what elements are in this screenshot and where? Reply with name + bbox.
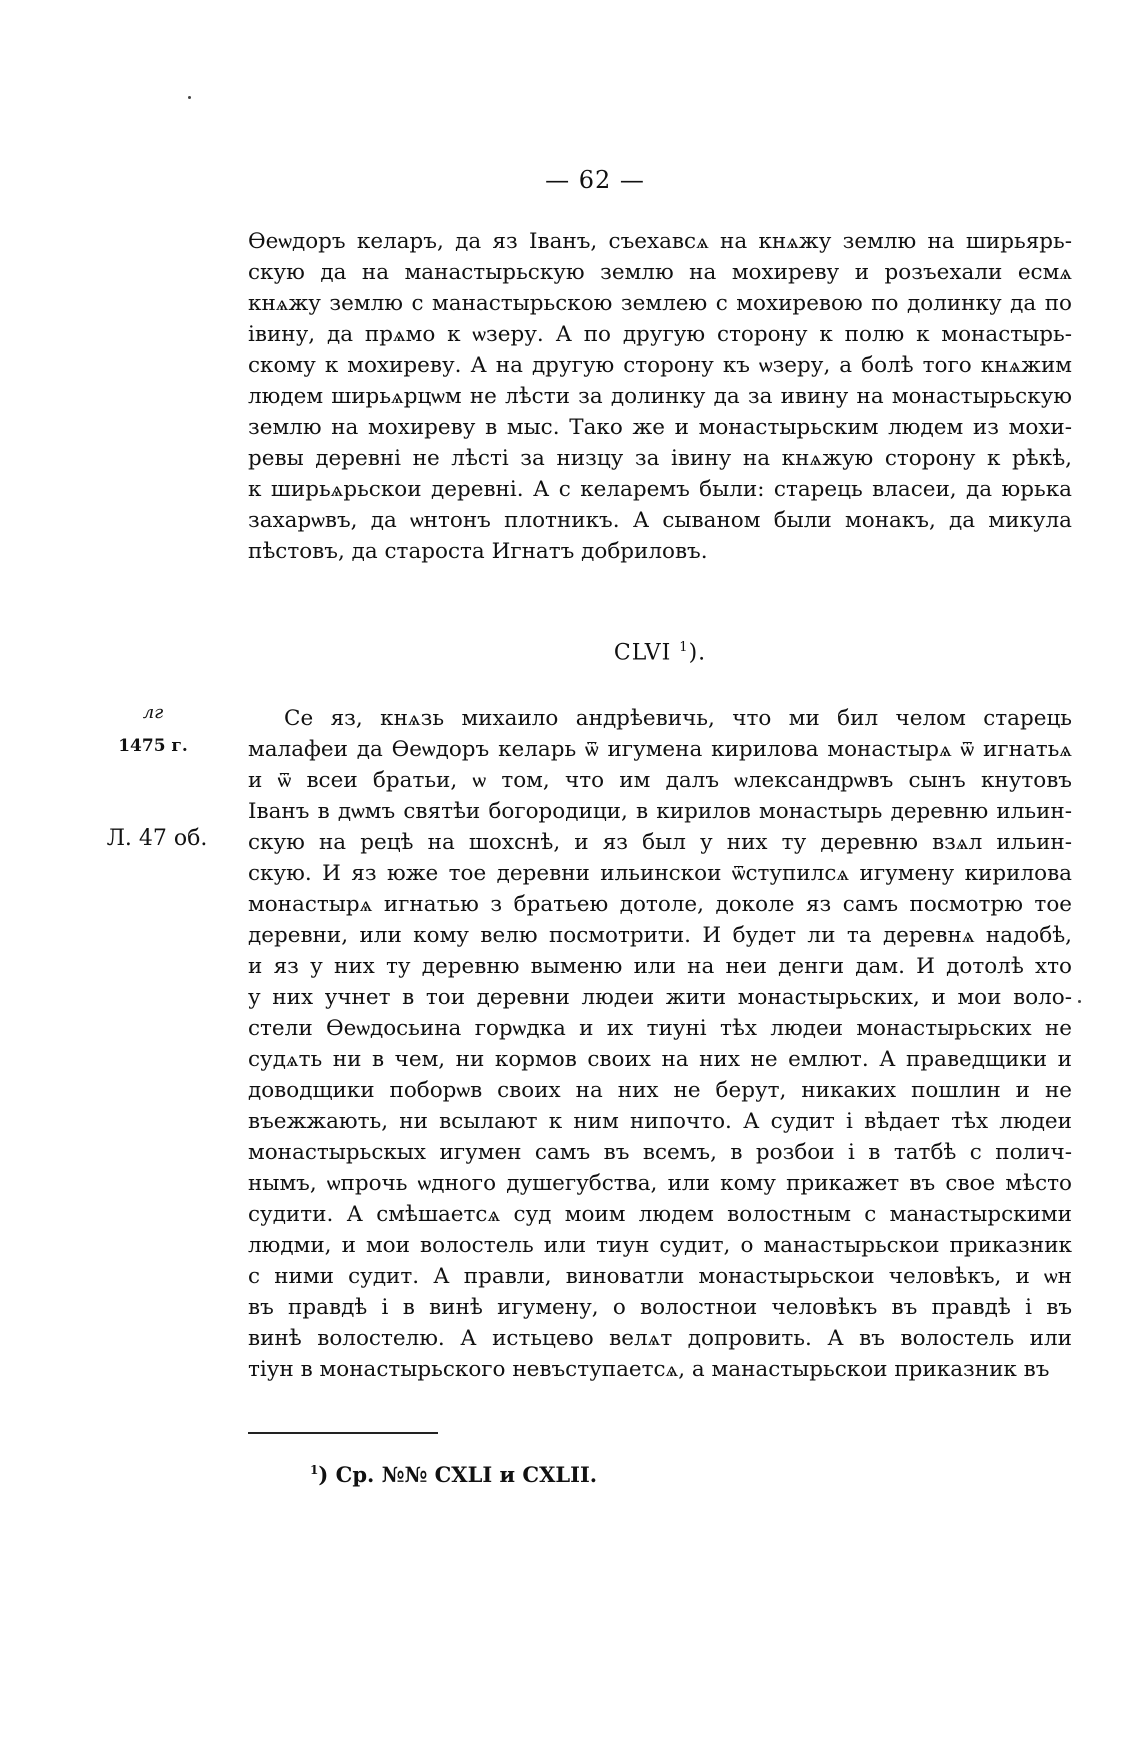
text-line: захарѡвъ, да ѡнтонъ плотникъ. А сываном были монакъ, да микула xyxy=(248,508,1072,533)
text-line: тіун в монастырьского невъступаетсѧ, а манастырьскои приказник въ xyxy=(248,1357,1050,1382)
paragraph-1 xyxy=(248,226,1072,567)
section-number: CLVI xyxy=(613,640,672,666)
text-line: монастырьскых игумен самъ въ всемъ, в розбои і в татбѣ с полич- xyxy=(248,1140,1072,1165)
paper-speck xyxy=(188,96,191,99)
text-line: деревни, или кому велю посмотрити. И будет ли та деревнѧ надобѣ, xyxy=(248,923,1072,948)
text-line: у них учнет в тои деревни людеи жити монастырьских, и мои воло- xyxy=(248,985,1072,1010)
text-line: и яз у них ту деревню выменю или на неи денги дам. И дотолѣ хто xyxy=(248,954,1072,979)
margin-charter-code: лг xyxy=(142,702,164,723)
text-line: ревы деревні не лѣсті за низцу за івину на кнѧжую сторону к рѣкѣ, xyxy=(248,446,1072,471)
margin-year: 1475 г. xyxy=(118,736,188,756)
text-line: въежжають, ни всылают к ним нипочто. А судит і вѣдает тѣх людеи xyxy=(248,1109,1072,1134)
text-line: монастырѧ игнатью з братьею дотоле, доколе яз самъ посмотрю тое xyxy=(248,892,1072,917)
text-line: землю на мохиреву в мыс. Тако же и монастырьским людем из мохи- xyxy=(248,415,1072,440)
text-line: скую на рецѣ на шохснѣ, и яз был у них ту деревню взѧл ильин- xyxy=(248,830,1072,855)
section-heading-suffix: ). xyxy=(688,640,707,666)
text-line: нымъ, ѡпрочь ѡдного душегубства, или кому прикажет въ свое мѣсто xyxy=(248,1171,1072,1196)
text-line: людми, и мои волостель или тиун судит, о манастырьскои приказник xyxy=(248,1233,1072,1258)
text-line: доводщики поборѡв своих на них не берут, никаких пошлин и не xyxy=(248,1078,1072,1103)
text-line: Се яз, кнѧзь михаило андрѣевичь, что ми бил челом старець xyxy=(284,706,1072,731)
text-line: Ѳеѡдоръ келаръ, да яз Іванъ, съехавсѧ на кнѧжу землю на ширьярь- xyxy=(248,229,1072,254)
paper-speck xyxy=(1078,1000,1081,1003)
text-line: івину, да прѧмо к ѡзеру. А по другую сторону к полю к монастырь- xyxy=(248,322,1072,347)
footnote-reference: 1 xyxy=(679,640,689,655)
footnote-text: ) Ср. №№ CXLI и CXLII. xyxy=(318,1462,598,1487)
text-line: стели Ѳеѡдосьина горѡдка и их тиуні тѣх людеи монастырьских не xyxy=(248,1016,1072,1041)
footnote xyxy=(310,1462,597,1487)
text-line: скую. И яз юже тое деревни ильинскои ѿступилсѧ игумену кирилова xyxy=(248,861,1072,886)
text-line: винѣ волостелю. А истьцево велѧт допровить. А въ волостель или xyxy=(248,1326,1072,1351)
text-line: въ правдѣ і в винѣ игумену, о волостнои человѣкъ въ правдѣ і въ xyxy=(248,1295,1072,1320)
section-heading xyxy=(248,640,1072,665)
text-line: скую да на манастырьскую землю на мохиреву и розъехали есмѧ xyxy=(248,260,1072,285)
text-line: судѧть ни в чем, ни кормов своих на них не емлют. А праведщики и xyxy=(248,1047,1072,1072)
text-line: пѣстовъ, да староста Игнатъ добриловъ. xyxy=(248,539,708,564)
footnote-mark: 1 xyxy=(310,1463,319,1477)
text-line: скому к мохиреву. А на другую сторону къ ѡзеру, а болѣ того кнѧжим xyxy=(248,353,1072,378)
page-number: — 62 — xyxy=(545,166,645,194)
text-line: малафеи да Ѳеѡдоръ келарь ѿ игумена кирилова монастырѧ ѿ игнатьѧ xyxy=(248,737,1072,762)
text-line: Іванъ в дѡмъ святѣи богородици, в кирилов монастырь деревню ильин- xyxy=(248,799,1072,824)
text-line: с ними судит. А правли, виноватли монастырьскои человѣкъ, и ѡн xyxy=(248,1264,1072,1289)
margin-folio: Л. 47 об. xyxy=(106,826,208,851)
footnote-divider xyxy=(248,1432,438,1434)
text-line: и ѿ всеи братьи, ѡ том, что им далъ ѡлександрѡвъ сынъ кнутовъ xyxy=(248,768,1072,793)
text-line: кнѧжу землю с манастырьскою землею с мохиревою по долинку да по xyxy=(248,291,1072,316)
text-line: судити. А смѣшаетсѧ суд моим людем волостным с манастырскими xyxy=(248,1202,1072,1227)
text-line: к ширьѧрьскои деревні. А с келаремъ были: старець власеи, да юрька xyxy=(248,477,1072,502)
text-line: людем ширьѧрцѡм не лѣсти за долинку да за ивину на монастырьскую xyxy=(248,384,1072,409)
paragraph-2 xyxy=(248,703,1072,1385)
